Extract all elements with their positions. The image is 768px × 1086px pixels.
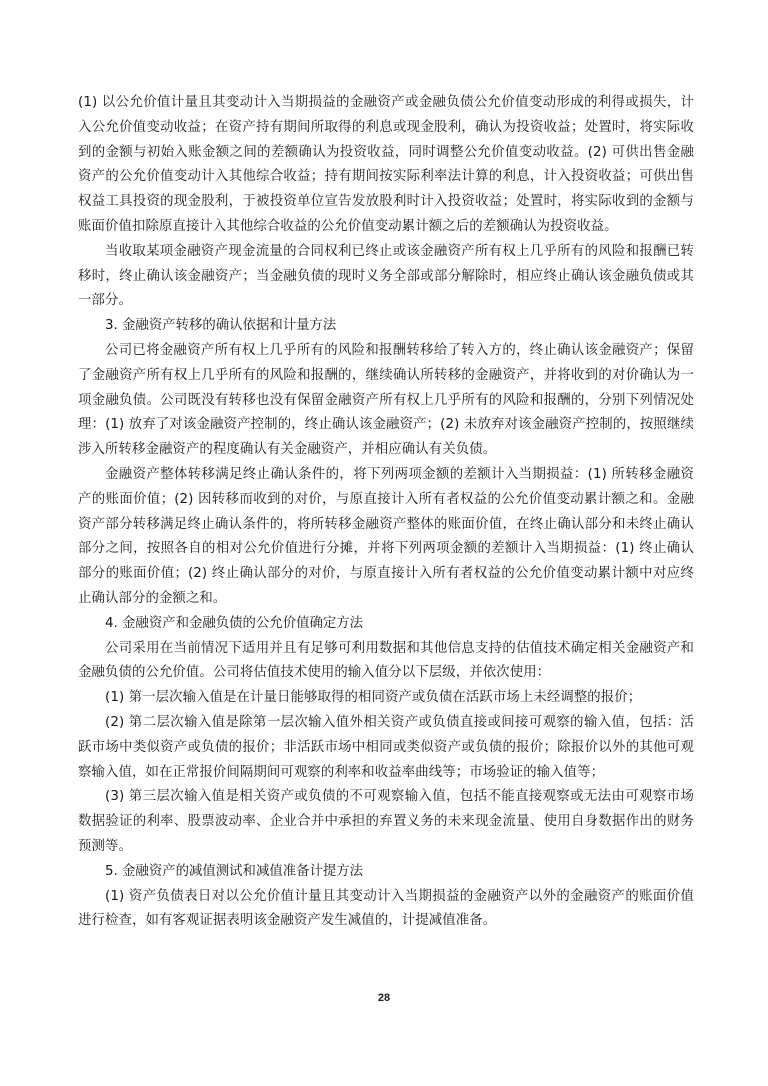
section-heading-5: 5. 金融资产的减值测试和减值准备计提方法 bbox=[105, 863, 364, 879]
paragraph-valuation-technique: 公司采用在当前情况下适用并且有足够可利用数据和其他信息支持的估值技术确定相关金融资产和金融负债的公允价值。公司将估值技术使用的输入值分以下层级，并依次使用： bbox=[78, 640, 694, 681]
paragraph-transfer-recognition: 公司已将金融资产所有权上几乎所有的风险和报酬转移给了转入方的，终止确认该金融资产；保留了金融资产所有权上几乎所有的风险和报酬的，继续确认所转移的金融资产，并将收到的对价确认为一项金融负债。公司既没有转移也没有保留金融资产所有权上几乎所有的风险和报酬的，分别下列情况处理：(1) 放弃了对该金融资产控制的，终止确认该金融资产；(2) 未放弃对该金融资产控制的，按照继续涉入所转移金融资产的程度确认有关金融资产，并相应确认有关负债。 bbox=[78, 342, 694, 458]
paragraph-level-1-input: (1) 第一层次输入值是在计量日能够取得的相同资产或负债在活跃市场上未经调整的报价； bbox=[105, 690, 642, 706]
section-heading-4: 4. 金融资产和金融负债的公允价值确定方法 bbox=[105, 615, 364, 631]
section-heading-3: 3. 金融资产转移的确认依据和计量方法 bbox=[105, 318, 337, 334]
paragraph-level-3-input: (3) 第三层次输入值是相关资产或负债的不可观察输入值，包括不能直接观察或无法由可观察市场数据验证的利率、股票波动率、企业合并中承担的弃置义务的未来现金流量、使用自身数据作出的财务预测等。 bbox=[78, 789, 694, 854]
paragraph-transfer-measurement: 金融资产整体转移满足终止确认条件的，将下列两项金额的差额计入当期损益：(1) 所转移金融资产的账面价值；(2) 因转移而收到的对价，与原直接计入所有者权益的公允价值变动累计额之和。金融资产部分转移满足终止确认条件的，将所转移金融资产整体的账面价值，在终止确认部分和未终止确认部分之间，按照各自的相对公允价值进行分摊，并将下列两项金额的差额计入当期损益：(1) 终止确认部分的账面价值；(2) 终止确认部分的对价，与原直接计入所有者权益的公允价值变动累计额中对应终止确认部分的金额之和。 bbox=[78, 466, 694, 606]
paragraph-impairment-check: (1) 资产负债表日对以公允价值计量且其变动计入当期损益的金融资产以外的金融资产的账面价值进行检查，如有客观证据表明该金融资产发生减值的，计提减值准备。 bbox=[78, 888, 694, 929]
page-number: 28 bbox=[377, 992, 391, 1004]
paragraph-derecognition: 当收取某项金融资产现金流量的合同权利已终止或该金融资产所有权上几乎所有的风险和报酬已转移时，终止确认该金融资产；当金融负债的现时义务全部或部分解除时，相应终止确认该金融负债或其一部分。 bbox=[78, 243, 694, 309]
paragraph-fair-value-gains: (1) 以公允价值计量且其变动计入当期损益的金融资产或金融负债公允价值变动形成的利得或损失，计入公允价值变动收益；在资产持有期间所取得的利息或现金股利，确认为投资收益；处置时，将实际收到的金额与初始入账金额之间的差额确认为投资收益，同时调整公允价值变动收益。(2) 可供出售金融资产的公允价值变动计入其他综合收益；持有期间按实际利率法计算的利息，计入投资收益；可供出售权益工具投资的现金股利，于被投资单位宣告发放股利时计入投资收益；处置时，将实际收到的金额与账面价值扣除原直接计入其他综合收益的公允价值变动累计额之后的差额确认为投资收益。 bbox=[78, 95, 694, 234]
paragraph-level-2-input: (2) 第二层次输入值是除第一层次输入值外相关资产或负债直接或间接可观察的输入值，包括：活跃市场中类似资产或负债的报价；非活跃市场中相同或类似资产或负债的报价；除报价以外的其他可观察输入值，如在正常报价间隔期间可观察的利率和收益率曲线等；市场验证的输入值等； bbox=[78, 714, 694, 780]
document-body bbox=[78, 91, 694, 934]
